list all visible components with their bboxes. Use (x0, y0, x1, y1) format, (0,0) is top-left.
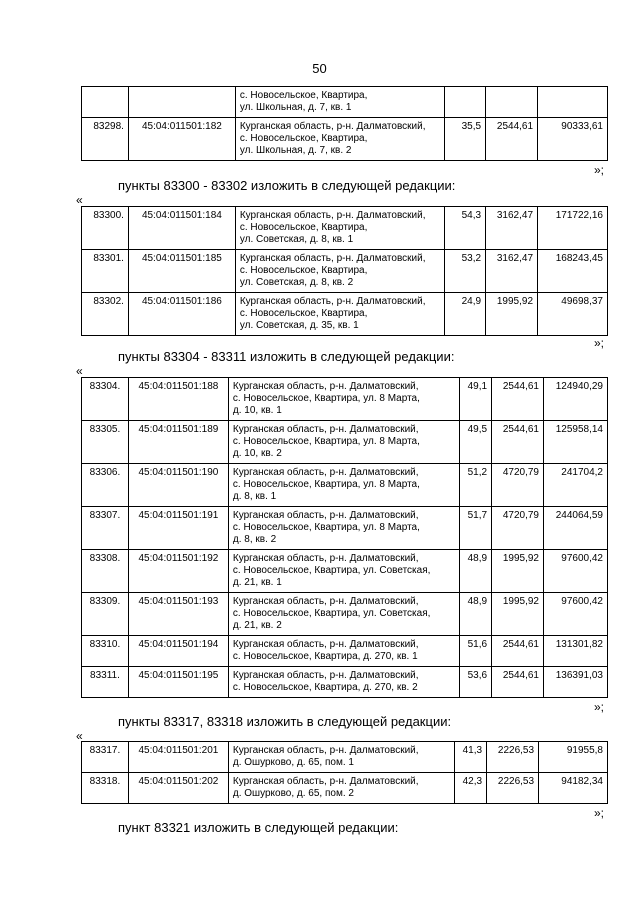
address (235, 87, 444, 118)
property-table-1 (81, 86, 608, 161)
address (228, 550, 459, 593)
row-number: 83310. (82, 636, 129, 667)
cadastral-value: 49698,37 (538, 293, 608, 336)
address (235, 293, 444, 336)
address-line: д. 8, кв. 1 (232, 491, 277, 502)
unit-price: 2544,61 (492, 421, 544, 464)
address-line: с. Новосельское, Квартира, (239, 265, 368, 276)
table-row (82, 773, 608, 804)
row-number: 83302. (82, 293, 129, 336)
cadastral-number: 45:04:011501:195 (128, 667, 228, 698)
property-table-3 (81, 377, 608, 698)
address-line: ул. Школьная, д. 7, кв. 2 (239, 145, 352, 156)
table-row (82, 507, 608, 550)
address (235, 118, 444, 161)
cadastral-value: 168243,45 (538, 250, 608, 293)
cadastral-number (128, 87, 235, 118)
address-line: Курганская область, р-н. Далматовский, (232, 424, 419, 435)
property-table-4 (81, 741, 608, 804)
row-number: 83309. (82, 593, 129, 636)
cadastral-value: 90333,61 (538, 118, 608, 161)
table-row (82, 421, 608, 464)
cadastral-number: 45:04:011501:189 (128, 421, 228, 464)
unit-price: 2226,53 (487, 742, 539, 773)
address (235, 250, 444, 293)
table-row (82, 636, 608, 667)
amendment-paragraph-3: пункты 83317, 83318 изложить в следующей редакции: (118, 714, 452, 729)
table-row (82, 464, 608, 507)
address-line: д. 21, кв. 2 (232, 620, 282, 631)
table-row (82, 667, 608, 698)
amendment-paragraph-2: пункты 83304 - 83311 изложить в следующей редакции: (118, 349, 455, 364)
area-value: 42,3 (455, 773, 487, 804)
cadastral-value: 125958,14 (544, 421, 608, 464)
address-line: Курганская область, р-н. Далматовский, (232, 670, 419, 681)
area-value: 35,5 (445, 118, 486, 161)
address-line: Курганская область, р-н. Далматовский, (232, 596, 419, 607)
opening-quote-1: « (76, 193, 83, 207)
unit-price (486, 87, 538, 118)
address-line: Курганская область, р-н. Далматовский, (239, 121, 426, 132)
unit-price: 1995,92 (492, 593, 544, 636)
cadastral-value: 94182,34 (539, 773, 608, 804)
row-number: 83300. (82, 207, 129, 250)
address-line: Курганская область, р-н. Далматовский, (232, 553, 419, 564)
closing-quote-4: »; (593, 806, 604, 820)
amendment-paragraph-1: пункты 83300 - 83302 изложить в следующей редакции: (118, 178, 456, 193)
row-number: 83301. (82, 250, 129, 293)
address (228, 593, 459, 636)
address (228, 507, 459, 550)
address-line: Курганская область, р-н. Далматовский, (232, 510, 419, 521)
closing-quote-1: »; (593, 163, 604, 177)
area-value: 48,9 (460, 593, 492, 636)
unit-price: 2544,61 (492, 636, 544, 667)
cadastral-value: 241704,2 (544, 464, 608, 507)
address-line: с. Новосельское, Квартира, (239, 90, 368, 101)
address-line: ул. Советская, д. 8, кв. 2 (239, 277, 354, 288)
address-line: д. 8, кв. 2 (232, 534, 277, 545)
cadastral-value: 244064,59 (544, 507, 608, 550)
table-row (82, 550, 608, 593)
row-number: 83306. (82, 464, 129, 507)
property-table-2 (81, 206, 608, 336)
area-value: 54,3 (445, 207, 486, 250)
area-value: 48,9 (460, 550, 492, 593)
opening-quote-3: « (76, 729, 83, 743)
unit-price: 2544,61 (486, 118, 538, 161)
row-number: 83307. (82, 507, 129, 550)
unit-price: 1995,92 (492, 550, 544, 593)
area-value: 49,1 (460, 378, 492, 421)
address-line: д. Ошурково, д. 65, пом. 1 (232, 757, 354, 768)
address-line: с. Новосельское, Квартира, ул. 8 Марта, (232, 479, 420, 490)
area-value: 24,9 (445, 293, 486, 336)
area-value: 51,6 (460, 636, 492, 667)
cadastral-value: 91955,8 (539, 742, 608, 773)
address-line: с. Новосельское, Квартира, ул. Советская, (232, 608, 431, 619)
address-line: Курганская область, р-н. Далматовский, (239, 253, 426, 264)
address-line: с. Новосельское, Квартира, (239, 308, 368, 319)
address-line: с. Новосельское, Квартира, д. 270, кв. 2 (232, 682, 418, 693)
address-line: с. Новосельское, Квартира, ул. 8 Марта, (232, 393, 420, 404)
address-line: Курганская область, р-н. Далматовский, (232, 776, 419, 787)
address-line: Курганская область, р-н. Далматовский, (239, 296, 426, 307)
address-line: ул. Советская, д. 8, кв. 1 (239, 234, 354, 245)
cadastral-number: 45:04:011501:186 (128, 293, 235, 336)
table-row (82, 293, 608, 336)
cadastral-number: 45:04:011501:194 (128, 636, 228, 667)
area-value: 53,2 (445, 250, 486, 293)
unit-price: 1995,92 (486, 293, 538, 336)
table-row (82, 742, 608, 773)
cadastral-number: 45:04:011501:182 (128, 118, 235, 161)
table-row (82, 87, 608, 118)
address-line: Курганская область, р-н. Далматовский, (232, 745, 419, 756)
address-line: с. Новосельское, Квартира, (239, 222, 368, 233)
address-line: с. Новосельское, Квартира, д. 270, кв. 1 (232, 651, 418, 662)
table-row (82, 593, 608, 636)
address-line: д. 21, кв. 1 (232, 577, 282, 588)
row-number: 83298. (82, 118, 129, 161)
cadastral-number: 45:04:011501:190 (128, 464, 228, 507)
unit-price: 2226,53 (487, 773, 539, 804)
area-value (445, 87, 486, 118)
address-line: ул. Школьная, д. 7, кв. 1 (239, 102, 352, 113)
address (228, 667, 459, 698)
cadastral-value: 131301,82 (544, 636, 608, 667)
area-value: 51,2 (460, 464, 492, 507)
unit-price: 2544,61 (492, 667, 544, 698)
unit-price: 2544,61 (492, 378, 544, 421)
address (228, 464, 459, 507)
closing-quote-3: »; (593, 700, 604, 714)
unit-price: 4720,79 (492, 464, 544, 507)
area-value: 49,5 (460, 421, 492, 464)
address (228, 421, 459, 464)
address (228, 378, 459, 421)
unit-price: 3162,47 (486, 250, 538, 293)
table-row (82, 118, 608, 161)
address (228, 636, 459, 667)
opening-quote-2: « (76, 364, 83, 378)
address-line: Курганская область, р-н. Далматовский, (232, 381, 419, 392)
area-value: 51,7 (460, 507, 492, 550)
row-number: 83311. (82, 667, 129, 698)
table-row (82, 207, 608, 250)
address (235, 207, 444, 250)
address-line: д. Ошурково, д. 65, пом. 2 (232, 788, 354, 799)
address-line: Курганская область, р-н. Далматовский, (239, 210, 426, 221)
cadastral-number: 45:04:011501:201 (128, 742, 228, 773)
address-line: с. Новосельское, Квартира, (239, 133, 368, 144)
cadastral-value: 124940,29 (544, 378, 608, 421)
row-number (82, 87, 129, 118)
cadastral-number: 45:04:011501:202 (128, 773, 228, 804)
unit-price: 3162,47 (486, 207, 538, 250)
address-line: Курганская область, р-н. Далматовский, (232, 467, 419, 478)
row-number: 83317. (82, 742, 129, 773)
cadastral-value: 97600,42 (544, 550, 608, 593)
cadastral-number: 45:04:011501:191 (128, 507, 228, 550)
address-line: с. Новосельское, Квартира, ул. Советская, (232, 565, 431, 576)
cadastral-number: 45:04:011501:184 (128, 207, 235, 250)
page-number: 50 (312, 61, 327, 76)
row-number: 83318. (82, 773, 129, 804)
row-number: 83308. (82, 550, 129, 593)
table-row (82, 250, 608, 293)
cadastral-value (538, 87, 608, 118)
area-value: 41,3 (455, 742, 487, 773)
address-line: Курганская область, р-н. Далматовский, (232, 639, 419, 650)
address-line: д. 10, кв. 2 (232, 448, 282, 459)
address-line: д. 10, кв. 1 (232, 405, 282, 416)
amendment-paragraph-4: пункт 83321 изложить в следующей редакции: (118, 820, 399, 835)
cadastral-number: 45:04:011501:193 (128, 593, 228, 636)
row-number: 83305. (82, 421, 129, 464)
address (228, 742, 454, 773)
cadastral-number: 45:04:011501:192 (128, 550, 228, 593)
row-number: 83304. (82, 378, 129, 421)
area-value: 53,6 (460, 667, 492, 698)
address-line: ул. Советская, д. 35, кв. 1 (239, 320, 359, 331)
cadastral-number: 45:04:011501:188 (128, 378, 228, 421)
table-row (82, 378, 608, 421)
cadastral-number: 45:04:011501:185 (128, 250, 235, 293)
address-line: с. Новосельское, Квартира, ул. 8 Марта, (232, 522, 420, 533)
closing-quote-2: »; (593, 336, 604, 350)
cadastral-value: 136391,03 (544, 667, 608, 698)
cadastral-value: 97600,42 (544, 593, 608, 636)
unit-price: 4720,79 (492, 507, 544, 550)
cadastral-value: 171722,16 (538, 207, 608, 250)
address (228, 773, 454, 804)
address-line: с. Новосельское, Квартира, ул. 8 Марта, (232, 436, 420, 447)
